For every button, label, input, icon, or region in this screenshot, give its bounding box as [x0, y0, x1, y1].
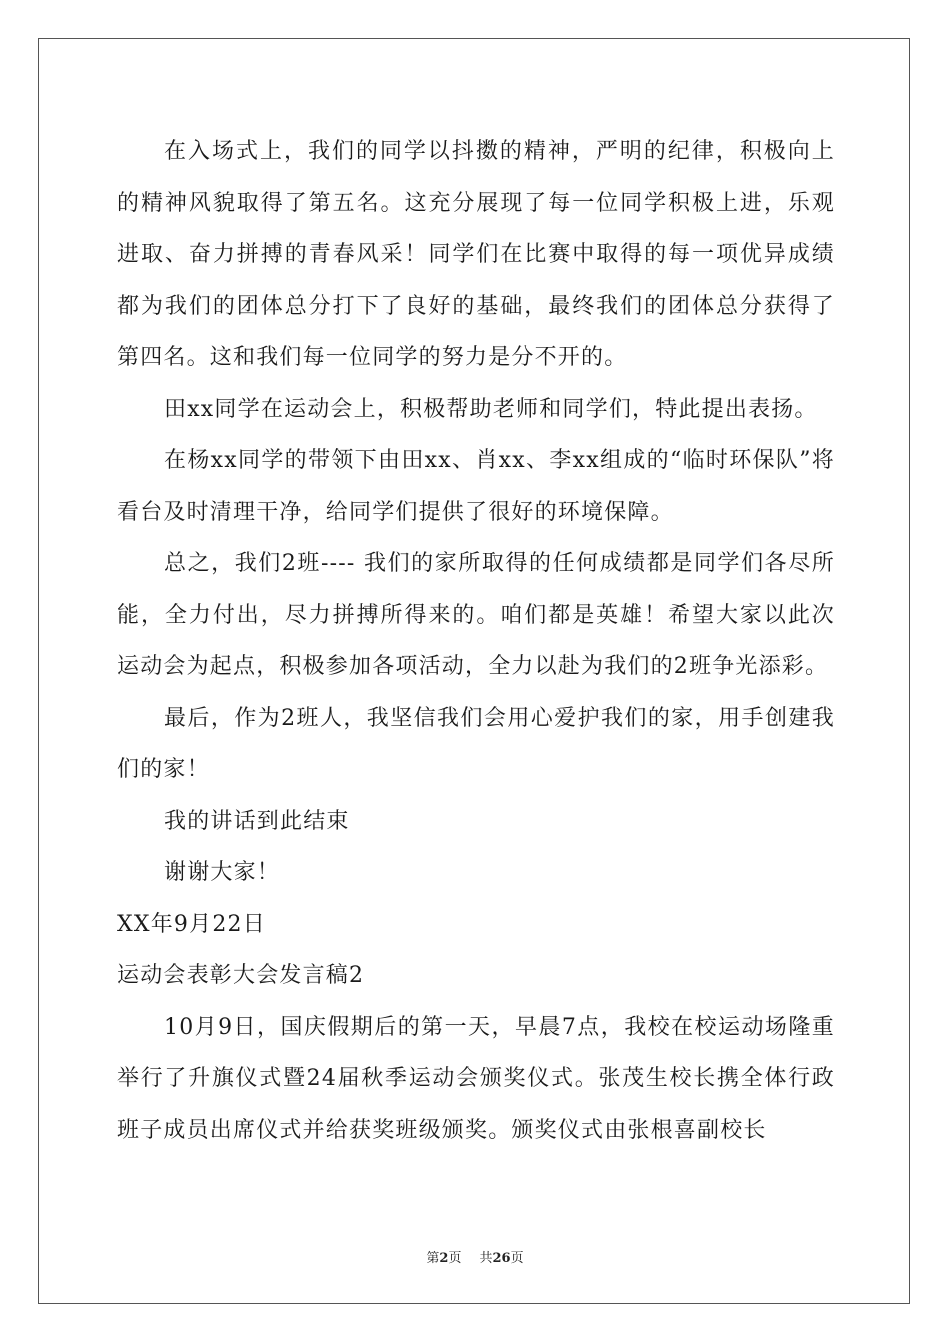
paragraph-date: XX年9月22日: [117, 911, 266, 937]
section-title: 运动会表彰大会发言稿2: [117, 963, 365, 988]
paragraph-praise-tian: 田xx同学在运动会上，积极帮助老师和同学们，特此提出表扬。: [164, 396, 818, 422]
page-suffix: 页: [448, 1251, 462, 1266]
paragraph-closing: 最后，作为2班人，我坚信我们会用心爱护我们的家，用手创建我们的家！: [117, 705, 835, 782]
paragraph-summary: 总之，我们2班---- 我们的家所取得的任何成绩都是同学们各尽所能，全力付出，尽力拼搏所得来的。咱们都是英雄！希望大家以此次运动会为起点，积极参加各项活动，全力以赴为我们的2班争光添彩。: [117, 551, 835, 679]
page-prefix: 第: [426, 1251, 440, 1266]
paragraph-award-ceremony: 10月9日，国庆假期后的第一天，早晨7点，我校在校运动场隆重举行了升旗仪式暨24届秋季运动会颁奖仪式。张茂生校长携全体行政班子成员出席仪式并给获奖班级颁奖。颁奖仪式由张根喜副校长: [117, 1014, 835, 1143]
document-body: [117, 126, 835, 1156]
paragraph-end-speech: 我的讲话到此结束: [164, 808, 350, 834]
page-current: 2: [439, 1251, 449, 1266]
total-suffix: 页: [510, 1251, 524, 1266]
paragraph-thanks: 谢谢大家！: [164, 860, 281, 885]
paragraph-entrance-ceremony: 在入场式上，我们的同学以抖擞的精神，严明的纪律，积极向上的精神风貌取得了第五名。这充分展现了每一位同学积极上进，乐观进取、奋力拼搏的青春风采！同学们在比赛中取得的每一项优异成绩都为我们的团体总分打下了良好的基础，最终我们的团体总分获得了第四名。这和我们每一位同学的努力是分不开的。: [117, 139, 835, 370]
page-total: 26: [492, 1251, 511, 1266]
page-footer: [0, 1247, 950, 1266]
total-prefix: 共: [479, 1251, 493, 1266]
paragraph-eco-team: 在杨xx同学的带领下由田xx、肖xx、李xx组成的“临时环保队”将看台及时清理干净，给同学们提供了很好的环境保障。: [117, 448, 835, 525]
